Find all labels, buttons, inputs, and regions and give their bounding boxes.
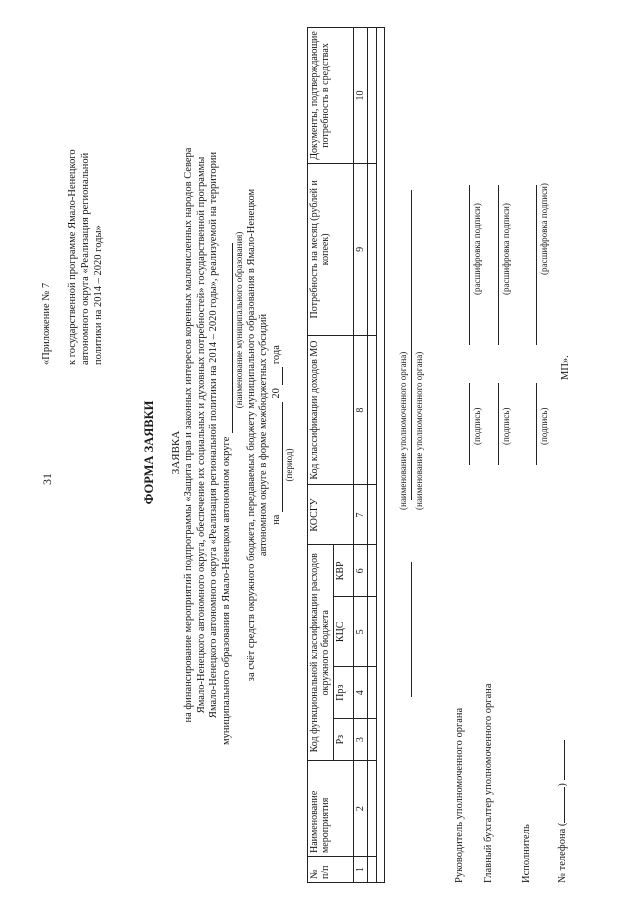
year-prefix: 20: [270, 388, 282, 399]
page-number: 31: [40, 473, 54, 485]
annex-line-1: «Приложение № 7: [41, 282, 52, 365]
header-num: № п/п: [308, 857, 354, 883]
decode-line-head: [469, 185, 470, 345]
caption-authority-1: (наименование уполномоченного органа): [398, 351, 408, 510]
form-title: ФОРМА ЗАЯВКИ: [142, 400, 156, 505]
authority-name-line: [411, 562, 412, 697]
authority-name-line: [411, 190, 412, 500]
sign-line-accountant: [498, 383, 499, 465]
year-word: года: [270, 345, 282, 365]
label-accountant: Главный бухгалтер уполномоченного органа: [483, 683, 494, 883]
header-income-code: Код классификации доходов МО: [308, 335, 354, 485]
request-table: [307, 27, 385, 883]
body-line-6: автономном округе в форме межбюджетных субсидий: [258, 313, 269, 557]
period-line: [271, 402, 283, 512]
caption-decode-executor: (расшифровка подписи): [539, 183, 549, 275]
seal-mark: МП».: [560, 355, 571, 380]
col-num-3: 3: [354, 719, 368, 761]
sign-line-head: [469, 383, 470, 465]
caption-mo: (наименование муниципального образования): [234, 231, 244, 409]
caption-decode-head: (расшифровка подписи): [472, 203, 482, 295]
label-executor: Исполнитель: [521, 824, 532, 883]
label-head: Руководитель уполномоченного органа: [454, 707, 465, 883]
col-num-7: 7: [354, 485, 368, 545]
request-body: [183, 125, 296, 745]
mo-name-line: [221, 243, 233, 433]
header-func-code: Код функциональной классификации расходов окружного бюджета: [308, 545, 334, 761]
phone-code-line: [555, 787, 565, 823]
col-num-8: 8: [354, 335, 368, 485]
phone-number-line: [555, 741, 565, 781]
decode-line-executor: [536, 185, 537, 345]
header-name: Наименование мероприятия: [308, 761, 354, 857]
table-row: [377, 28, 385, 883]
header-prz: Прз: [334, 667, 354, 719]
header-kvr: КВР: [334, 545, 354, 597]
header-kosgu: КОСГУ: [308, 485, 354, 545]
phone-prefix: № телефона (: [557, 822, 568, 883]
col-num-6: 6: [354, 545, 368, 597]
col-num-9: 9: [354, 163, 368, 335]
caption-period: (период): [284, 448, 294, 482]
col-num-1: 1: [354, 857, 368, 883]
header-need: Потребность на месяц (рублей и копеек): [308, 163, 354, 335]
table-row: [368, 28, 377, 883]
decode-line-accountant: [498, 185, 499, 345]
col-num-4: 4: [354, 667, 368, 719]
caption-decode-accountant: (расшифровка подписи): [501, 203, 511, 295]
sign-line-executor: [536, 383, 537, 465]
phone-mid: ): [557, 783, 568, 787]
annex-line-4: политики на 2014 – 2020 годы»: [93, 225, 104, 365]
na-label: на: [270, 514, 282, 525]
label-phone: [555, 741, 568, 884]
caption-authority-2: (наименование уполномоченного органа): [414, 351, 424, 510]
body-line-1: на финансирование мероприятий подпрограммы «Защита прав и законных интересов коренных малочисленных народов Севера: [183, 147, 194, 723]
col-num-2: 2: [354, 761, 368, 857]
caption-sign-executor: (подпись): [539, 407, 549, 445]
annex-line-3: автономного округа «Реализация региональной: [80, 152, 91, 365]
year-line: [271, 367, 283, 385]
caption-sign-accountant: (подпись): [501, 407, 511, 445]
header-kcs: КЦС: [334, 597, 354, 667]
annex-header: [40, 149, 105, 365]
body-line-2: Ямало-Ненецкого автономного округа, обеспечение их социальных и духовных потребностей» государственной программы: [195, 156, 207, 714]
annex-line-2: к государственной программе Ямало-Ненецкого: [67, 149, 78, 365]
body-line-4: муниципального образования в Ямало-Ненецком автономном округе: [220, 436, 232, 745]
header-docs: Документы, подтверждающие потребность в средствах: [308, 28, 354, 164]
zayavka-title: ЗАЯВКА: [170, 430, 182, 475]
caption-sign-head: (подпись): [472, 407, 482, 445]
body-line-5: за счёт средств окружного бюджета, передаваемых бюджету муниципального образования в Ямало-Ненецком: [245, 188, 257, 682]
body-line-3: Ямало-Ненецкого автономного округа «Реализация региональной политики на 2014 – 2020 годы», реализуемой на территории: [208, 151, 219, 719]
col-num-5: 5: [354, 597, 368, 667]
col-num-10: 10: [354, 28, 368, 164]
header-rz: Рз: [334, 719, 354, 761]
